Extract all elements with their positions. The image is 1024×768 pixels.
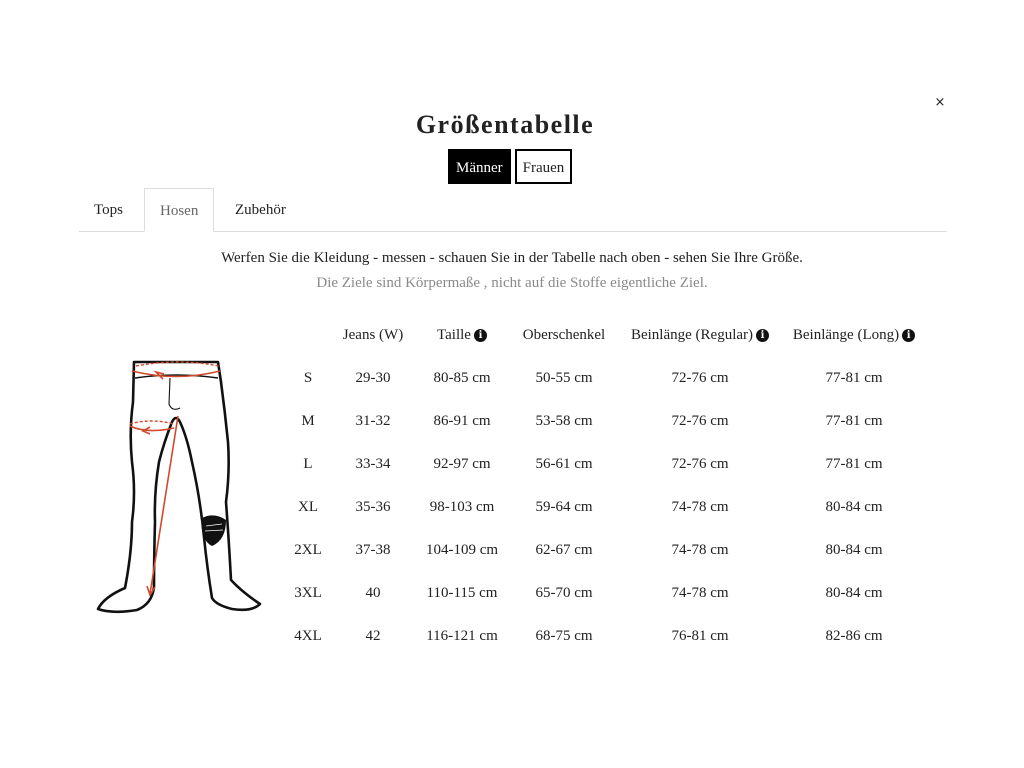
table-cell: 42: [365, 628, 381, 644]
gender-button-frauen[interactable]: Frauen: [515, 149, 573, 184]
table-cell: 80-85 cm: [433, 370, 491, 386]
pants-measurement-icon: [92, 352, 267, 620]
table-cell: 98-103 cm: [429, 499, 495, 515]
info-icon[interactable]: i: [902, 329, 915, 342]
table-cell: 77-81 cm: [825, 413, 883, 429]
info-icon[interactable]: i: [756, 329, 769, 342]
table-cell: 76-81 cm: [671, 628, 729, 644]
table-cell: 80-84 cm: [825, 542, 883, 558]
tab-hosen[interactable]: Hosen: [144, 188, 214, 232]
table-cell: 68-75 cm: [535, 628, 593, 644]
category-tabs: [79, 188, 947, 232]
close-icon[interactable]: ×: [934, 96, 946, 110]
table-row: [284, 400, 926, 443]
size-table: [284, 314, 926, 658]
header-jeans: Jeans (W): [342, 327, 404, 343]
size-label-cell: 3XL: [294, 585, 322, 601]
size-label-cell: M: [301, 413, 315, 429]
table-cell: 37-38: [355, 542, 391, 558]
info-icon[interactable]: i: [474, 329, 487, 342]
table-row: [284, 357, 926, 400]
table-row: [284, 443, 926, 486]
tab-tops[interactable]: Tops: [94, 202, 123, 218]
table-cell: 80-84 cm: [825, 585, 883, 601]
table-cell: 116-121 cm: [426, 628, 498, 644]
table-cell: 72-76 cm: [671, 456, 729, 472]
size-label-cell: S: [303, 370, 313, 386]
table-cell: 56-61 cm: [535, 456, 593, 472]
table-body: [284, 357, 926, 658]
header-beinlaenge-long: Beinlänge (Long) i: [782, 314, 926, 357]
table-cell: 65-70 cm: [535, 585, 593, 601]
gender-button-maenner[interactable]: Männer: [448, 149, 511, 184]
header-oberschenkel: Oberschenkel: [522, 327, 606, 343]
header-taille: Taille i: [414, 314, 510, 357]
table-row: [284, 486, 926, 529]
table-cell: 77-81 cm: [825, 456, 883, 472]
table-row: [284, 529, 926, 572]
table-cell: 72-76 cm: [671, 370, 729, 386]
table-cell: 72-76 cm: [671, 413, 729, 429]
table-cell: 92-97 cm: [433, 456, 491, 472]
size-label-cell: L: [303, 456, 313, 472]
table-header-row: [284, 314, 926, 357]
table-cell: 35-36: [355, 499, 391, 515]
header-size: [284, 314, 332, 357]
table-cell: 53-58 cm: [535, 413, 593, 429]
table-cell: 82-86 cm: [825, 628, 883, 644]
table-cell: 62-67 cm: [535, 542, 593, 558]
table-cell: 77-81 cm: [825, 370, 883, 386]
header-beinlaenge-regular: Beinlänge (Regular) i: [618, 314, 782, 357]
size-label-cell: XL: [298, 499, 318, 515]
size-label-cell: 4XL: [294, 628, 322, 644]
table-cell: 40: [365, 585, 381, 601]
table-cell: 29-30: [355, 370, 391, 386]
table-row: [284, 615, 926, 658]
table-cell: 104-109 cm: [425, 542, 499, 558]
table-cell: 50-55 cm: [535, 370, 593, 386]
table-cell: 31-32: [355, 413, 391, 429]
table-cell: 74-78 cm: [671, 585, 729, 601]
table-cell: 59-64 cm: [535, 499, 593, 515]
table-cell: 110-115 cm: [426, 585, 498, 601]
tab-zubehoer[interactable]: Zubehör: [235, 202, 286, 218]
modal-title: Größentabelle: [415, 110, 595, 139]
table-cell: 74-78 cm: [671, 542, 729, 558]
table-cell: 33-34: [355, 456, 391, 472]
size-label-cell: 2XL: [294, 542, 322, 558]
intro-instruction: Werfen Sie die Kleidung - messen - schauen Sie in der Tabelle nach oben - sehen Sie Ihre Größe.: [221, 250, 803, 266]
gender-toggle: [448, 149, 572, 184]
table-cell: 86-91 cm: [433, 413, 491, 429]
table-row: [284, 572, 926, 615]
intro-note: Die Ziele sind Körpermaße , nicht auf die Stoffe eigentliche Ziel.: [316, 275, 708, 291]
table-cell: 74-78 cm: [671, 499, 729, 515]
table-cell: 80-84 cm: [825, 499, 883, 515]
